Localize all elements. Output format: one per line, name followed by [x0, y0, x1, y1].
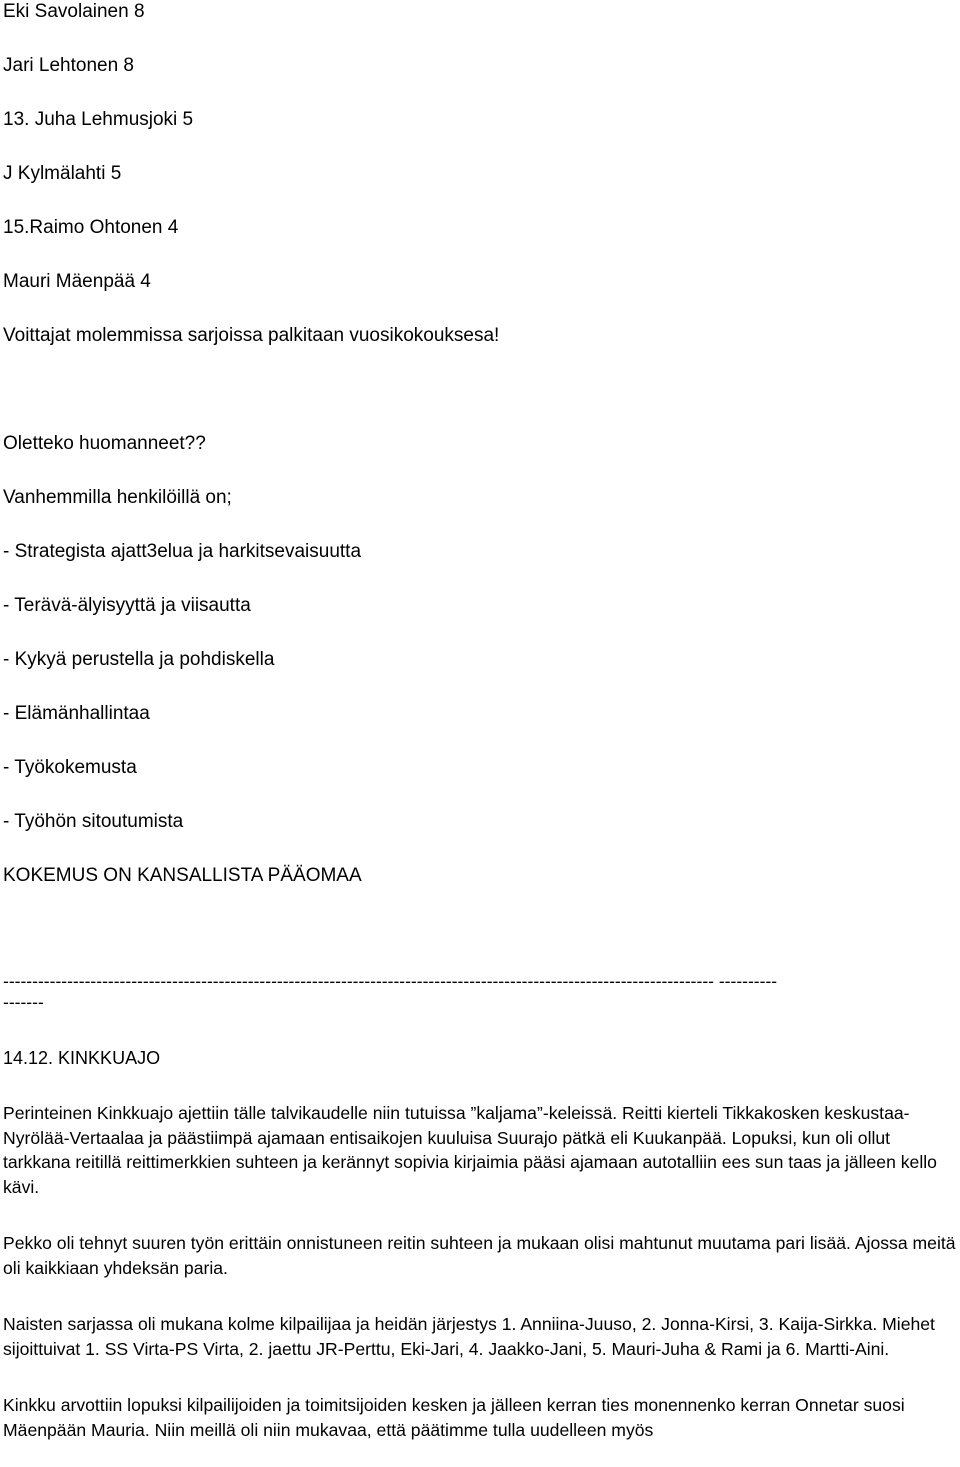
winners-note: Voittajat molemmissa sarjoissa palkitaan vuosikokouksesa!: [3, 325, 500, 346]
document-page: [3, 0, 958, 1442]
article-title: 14.12. KINKKUAJO: [3, 1048, 161, 1068]
notice-list-item: - Kykyä perustella ja pohdiskella: [3, 649, 275, 670]
notice-motto: KOKEMUS ON KANSALLISTA PÄÄOMAA: [3, 865, 362, 886]
article-paragraph: Naisten sarjassa oli mukana kolme kilpailijaa ja heidän järjestys 1. Anniina-Juuso, 2. Jonna-Kirsi, 3. Kaija-Sirkka. Miehet sijoittuivat 1. SS Virta-PS Virta, 2. jaettu JR-Perttu, Eki-Jari, 4. Jaakko-Jani, 5. Mauri-Juha & Rami ja 6. Martti-Aini.: [3, 1314, 935, 1359]
notice-list-item: - Elämänhallintaa: [3, 703, 150, 724]
result-line: Jari Lehtonen 8: [3, 55, 134, 76]
result-line: Mauri Mäenpää 4: [3, 271, 151, 292]
article-paragraph: Perinteinen Kinkkuajo ajettiin tälle talvikaudelle niin tutuissa ”kaljama”-keleissä. Reitti kierteli Tikkakosken keskustaa-Nyrölää-Vertaalaa ja päästiimpä ajamaan entisaikojen kuuluisa Suurajo pätkä eli Kuukanpää. Lopuksi, kun oli ollut tarkkana reitillä reittimerkkien suhteen ja kerännyt sopivia kirjaimia pääsi ajamaan autotalliin ees sun taas ja jälleen kello kävi.: [3, 1103, 937, 1197]
article-paragraph: Kinkku arvottiin lopuksi kilpailijoiden ja toimitsijoiden kesken ja jälleen kerran ties monennenko kerran Onnetar suosi Mäenpään Mauria. Niin meillä oli niin mukavaa, että päätimme tulla uudelleen myös: [3, 1395, 905, 1440]
result-line: 13. Juha Lehmusjoki 5: [3, 109, 194, 130]
notice-intro: Vanhemmilla henkilöillä on;: [3, 487, 232, 508]
separator-line: -------------------------------------------------------------------------------------------------------------------------- ----------: [3, 971, 778, 991]
result-line: Eki Savolainen 8: [3, 1, 145, 22]
notice-list-item: - Työhön sitoutumista: [3, 811, 184, 832]
notice-list-item: - Terävä-älyisyyttä ja viisautta: [3, 595, 251, 616]
notice-list-item: - Työkokemusta: [3, 757, 137, 778]
notice-heading: Oletteko huomanneet??: [3, 433, 206, 454]
separator-line-tail: -------: [3, 992, 44, 1012]
result-line: J Kylmälahti 5: [3, 163, 122, 184]
result-line: 15.Raimo Ohtonen 4: [3, 217, 179, 238]
notice-list-item: - Strategista ajatt3elua ja harkitsevaisuutta: [3, 541, 362, 562]
article-paragraph: Pekko oli tehnyt suuren työn erittäin onnistuneen reitin suhteen ja mukaan olisi mahtunut muutama pari lisää. Ajossa meitä oli kaikkiaan yhdeksän paria.: [3, 1233, 956, 1278]
